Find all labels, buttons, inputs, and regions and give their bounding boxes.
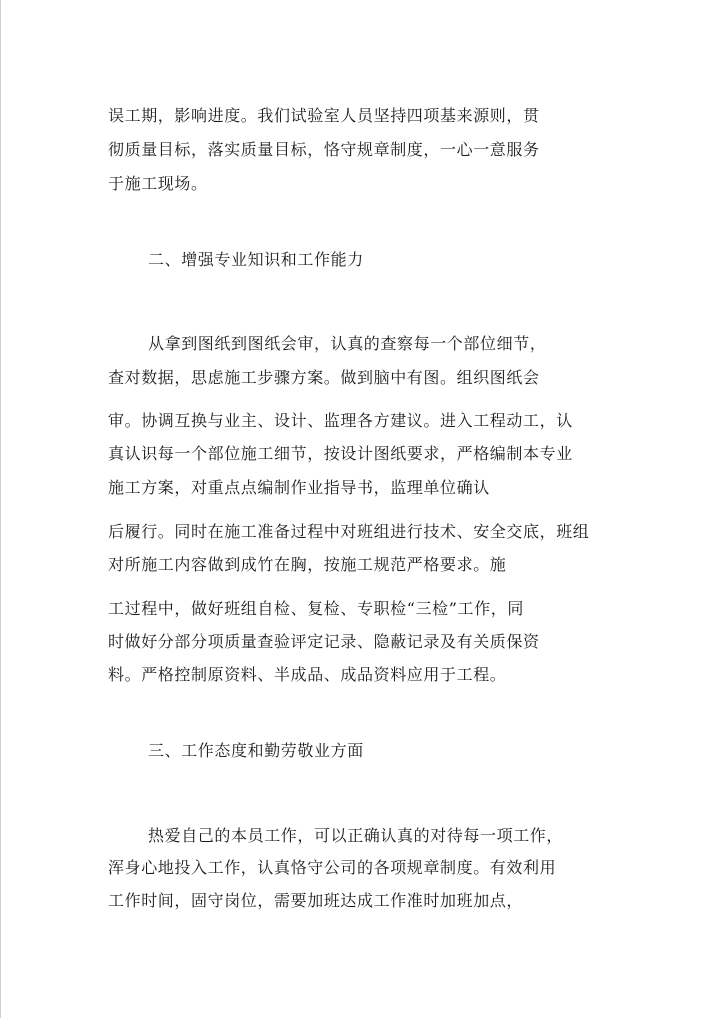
text-line: 后履行。同时在施工准备过程中对班组进行技术、安全交底，班组 xyxy=(108,522,590,541)
page-edge xyxy=(0,0,1,1018)
text-line: 真认识每一个部位施工细节，按设计图纸要求，严格编制本专业 xyxy=(108,444,573,463)
text-line: 工过程中，做好班组自检、复检、专职检“三检”工作，同 xyxy=(108,599,524,618)
section-heading: 三、工作态度和勤劳敬业方面 xyxy=(148,741,364,760)
text-line: 误工期，影响进度。我们试验室人员坚持四项基来源则，贯 xyxy=(108,106,540,125)
section-heading: 二、增强专业知识和工作能力 xyxy=(148,250,364,269)
text-line: 浑身心地投入工作，认真恪守公司的各项规章制度。有效利用 xyxy=(108,858,557,877)
text-line: 对所施工内容做到成竹在胸，按施工规范严格要求。施 xyxy=(108,555,507,574)
text-line: 查对数据，思虑施工步骤方案。做到脑中有图。组织图纸会 xyxy=(108,368,540,387)
text-line: 料。严格控制原资料、半成品、成品资料应用于工程。 xyxy=(108,665,507,684)
text-line: 时做好分部分项质量查验评定记录、隐蔽记录及有关质保资 xyxy=(108,632,540,651)
text-line: 工作时间，固守岗位，需要加班达成工作准时加班加点， xyxy=(108,891,524,910)
text-line: 审。协调互换与业主、设计、监理各方建议。进入工程动工，认 xyxy=(108,411,573,430)
text-line: 施工方案，对重点点编制作业指导书，监理单位确认 xyxy=(108,478,490,497)
text-line: 从拿到图纸到图纸会审，认真的查察每一个部位细节， xyxy=(148,334,547,353)
text-line: 热爱自己的本员工作，可以正确认真的对待每一项工作， xyxy=(148,826,564,845)
text-line: 彻质量目标，落实质量目标，恪守规章制度，一心一意服务 xyxy=(108,140,540,159)
text-line: 于施工现场。 xyxy=(108,174,208,193)
